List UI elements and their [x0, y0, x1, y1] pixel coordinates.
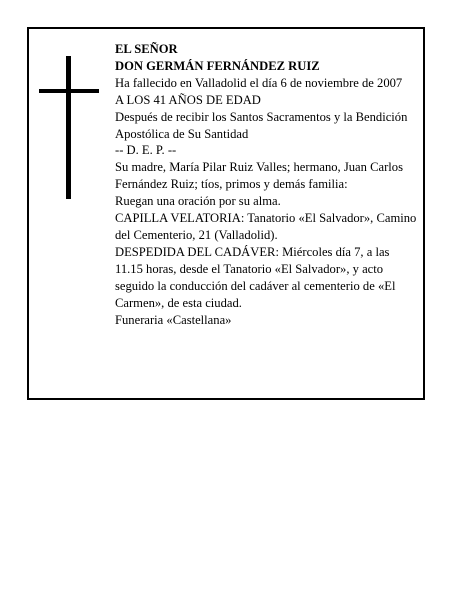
title-line-1: EL SEÑOR	[115, 42, 178, 56]
prayer-line: Ruegan una oración por su alma.	[115, 194, 281, 209]
death-info: Ha fallecido en Valladolid el día 6 de noviembre de 2007	[115, 75, 403, 90]
chapel-line: CAPILLA VELATORIA: Tanatorio «El Salvador», Camino del Cementerio, 21 (Valladolid).	[115, 211, 417, 242]
obituary-notice	[27, 27, 425, 400]
funeral-home-line: Funeraria «Castellana»	[115, 312, 232, 327]
sacraments-line: Después de recibir los Santos Sacramentos y la Bendición Apostólica de Su Santidad	[115, 109, 408, 141]
notice-text	[115, 41, 419, 328]
family-line: Su madre, María Pilar Ruiz Valles; hermano, Juan Carlos Fernández Ruiz; tíos, primos y demás familia:	[115, 160, 403, 192]
age-line: A LOS 41 AÑOS DE EDAD	[115, 92, 261, 107]
cross-icon	[39, 56, 99, 199]
deceased-name: DON GERMÁN FERNÁNDEZ RUIZ	[115, 58, 320, 73]
farewell-line: DESPEDIDA DEL CADÁVER: Miércoles día 7, a las 11.15 horas, desde el Tanatorio «El Salvador», y acto seguido la conducción del cadáver al cementerio de «El Carmen», de esta ciudad.	[115, 244, 396, 310]
cross-vertical-bar	[66, 56, 71, 199]
rip-line: -- D. E. P. --	[115, 143, 177, 158]
cross-horizontal-bar	[39, 89, 99, 93]
